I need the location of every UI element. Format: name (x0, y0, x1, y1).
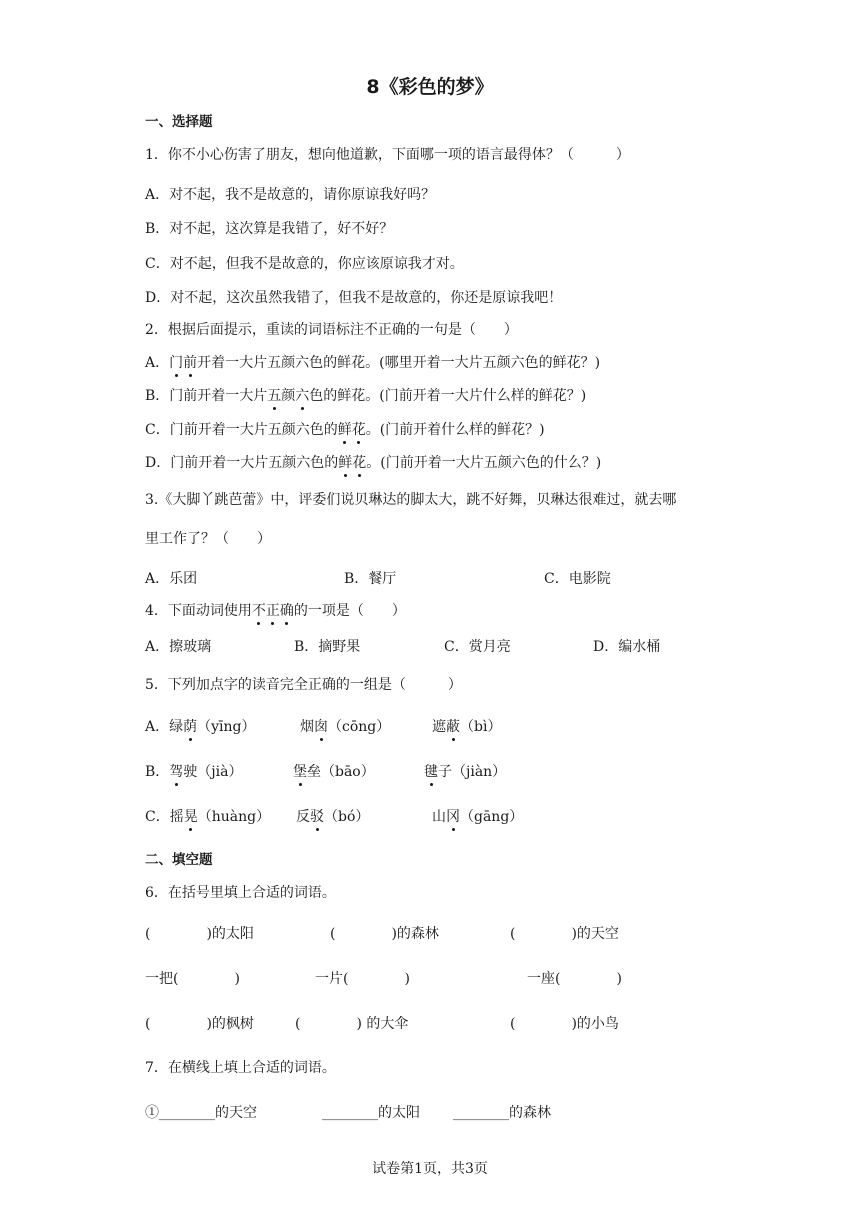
q4-stem: 4．下面动词使用不正确的一项是（ ） (145, 603, 406, 619)
q2-stem: 2．根据后面提示，重读的词语标注不正确的一句是（ ） (145, 322, 518, 338)
q5-row-a-item2: 烟囱（cōng） (300, 719, 391, 735)
q6-blank: ( )的小鸟 (510, 1016, 619, 1032)
q4-option-b: B．摘野果 (294, 639, 361, 655)
q6-blank: ( )的太阳 (145, 926, 254, 942)
q7-blank: ①________的天空 (145, 1105, 257, 1121)
q1-option-a: A．对不起，我不是故意的，请你原谅我好吗？ (145, 187, 436, 203)
q5-row-c-item1: C．摇晃（huàng） (145, 809, 271, 825)
q2-option-c: C．门前开着一大片五颜六色的鲜花。(门前开着什么样的鲜花？) (145, 422, 545, 438)
q2-option-a: A．门前开着一大片五颜六色的鲜花。(哪里开着一大片五颜六色的鲜花？) (145, 355, 601, 371)
section-heading-choice: 一、选择题 (145, 114, 213, 130)
page-footer: 试卷第1页，共3页 (372, 1161, 488, 1177)
q2-option-b: B．门前开着一大片五颜六色的鲜花。(门前开着一大片什么样的鲜花？) (145, 388, 587, 404)
q4-option-a: A．擦玻璃 (145, 639, 212, 655)
q5-row-c-item3: 山冈（gāng） (432, 809, 524, 825)
q5-stem: 5．下列加点字的读音完全正确的一组是（ ） (145, 677, 462, 693)
q3-stem-line2: 里工作了？（ ） (145, 531, 271, 547)
q2-option-d: D．门前开着一大片五颜六色的鲜花。(门前开着一大片五颜六色的什么？) (145, 455, 602, 471)
q6-blank: 一片( ) (315, 971, 410, 987)
q3-option-c: C．电影院 (544, 571, 611, 587)
q5-row-b-item3: 毽子（jiàn） (424, 764, 507, 780)
q5-row-b-item1: B．驾驶（jià） (145, 764, 243, 780)
q6-blank: 一把( ) (145, 971, 240, 987)
q6-blank: 一座( ) (527, 971, 622, 987)
q6-blank: ( ) 的大伞 (295, 1016, 409, 1032)
q1-option-b: B．对不起，这次算是我错了，好不好？ (145, 221, 394, 237)
q5-row-b-item2: 堡垒（bāo） (293, 764, 375, 780)
q1-option-d: D．对不起，这次虽然我错了，但我不是故意的，你还是原谅我吧！ (145, 290, 563, 306)
q4-option-d: D．编水桶 (593, 639, 661, 655)
q6-blank: ( )的天空 (510, 926, 619, 942)
q1-option-c: C．对不起，但我不是故意的，你应该原谅我才对。 (145, 256, 464, 272)
q5-row-c-item2: 反驳（bó） (296, 809, 370, 825)
q3-stem-line1: 3.《大脚丫跳芭蕾》中，评委们说贝琳达的脚太大，跳不好舞，贝琳达很难过，就去哪 (145, 492, 677, 508)
q1-stem: 1．你不小心伤害了朋友，想向他道歉，下面哪一项的语言最得体？（ ） (145, 147, 630, 163)
section-heading-fill: 二、填空题 (145, 852, 213, 868)
q5-row-a-item3: 遮蔽（bì） (432, 719, 502, 735)
q6-stem: 6．在括号里填上合适的词语。 (145, 885, 336, 901)
q4-option-c: C．赏月亮 (444, 639, 511, 655)
q3-option-a: A．乐团 (145, 571, 198, 587)
q7-blank: ________的太阳 (322, 1105, 420, 1121)
q3-option-b: B．餐厅 (344, 571, 397, 587)
q6-blank: ( )的枫树 (145, 1016, 254, 1032)
q7-stem: 7．在横线上填上合适的词语。 (145, 1060, 336, 1076)
page-title: 8《彩色的梦》 (366, 76, 494, 98)
q6-blank: ( )的森林 (330, 926, 439, 942)
q7-blank: ________的森林 (453, 1105, 551, 1121)
q5-row-a-item1: A．绿荫（yīng） (145, 719, 256, 735)
